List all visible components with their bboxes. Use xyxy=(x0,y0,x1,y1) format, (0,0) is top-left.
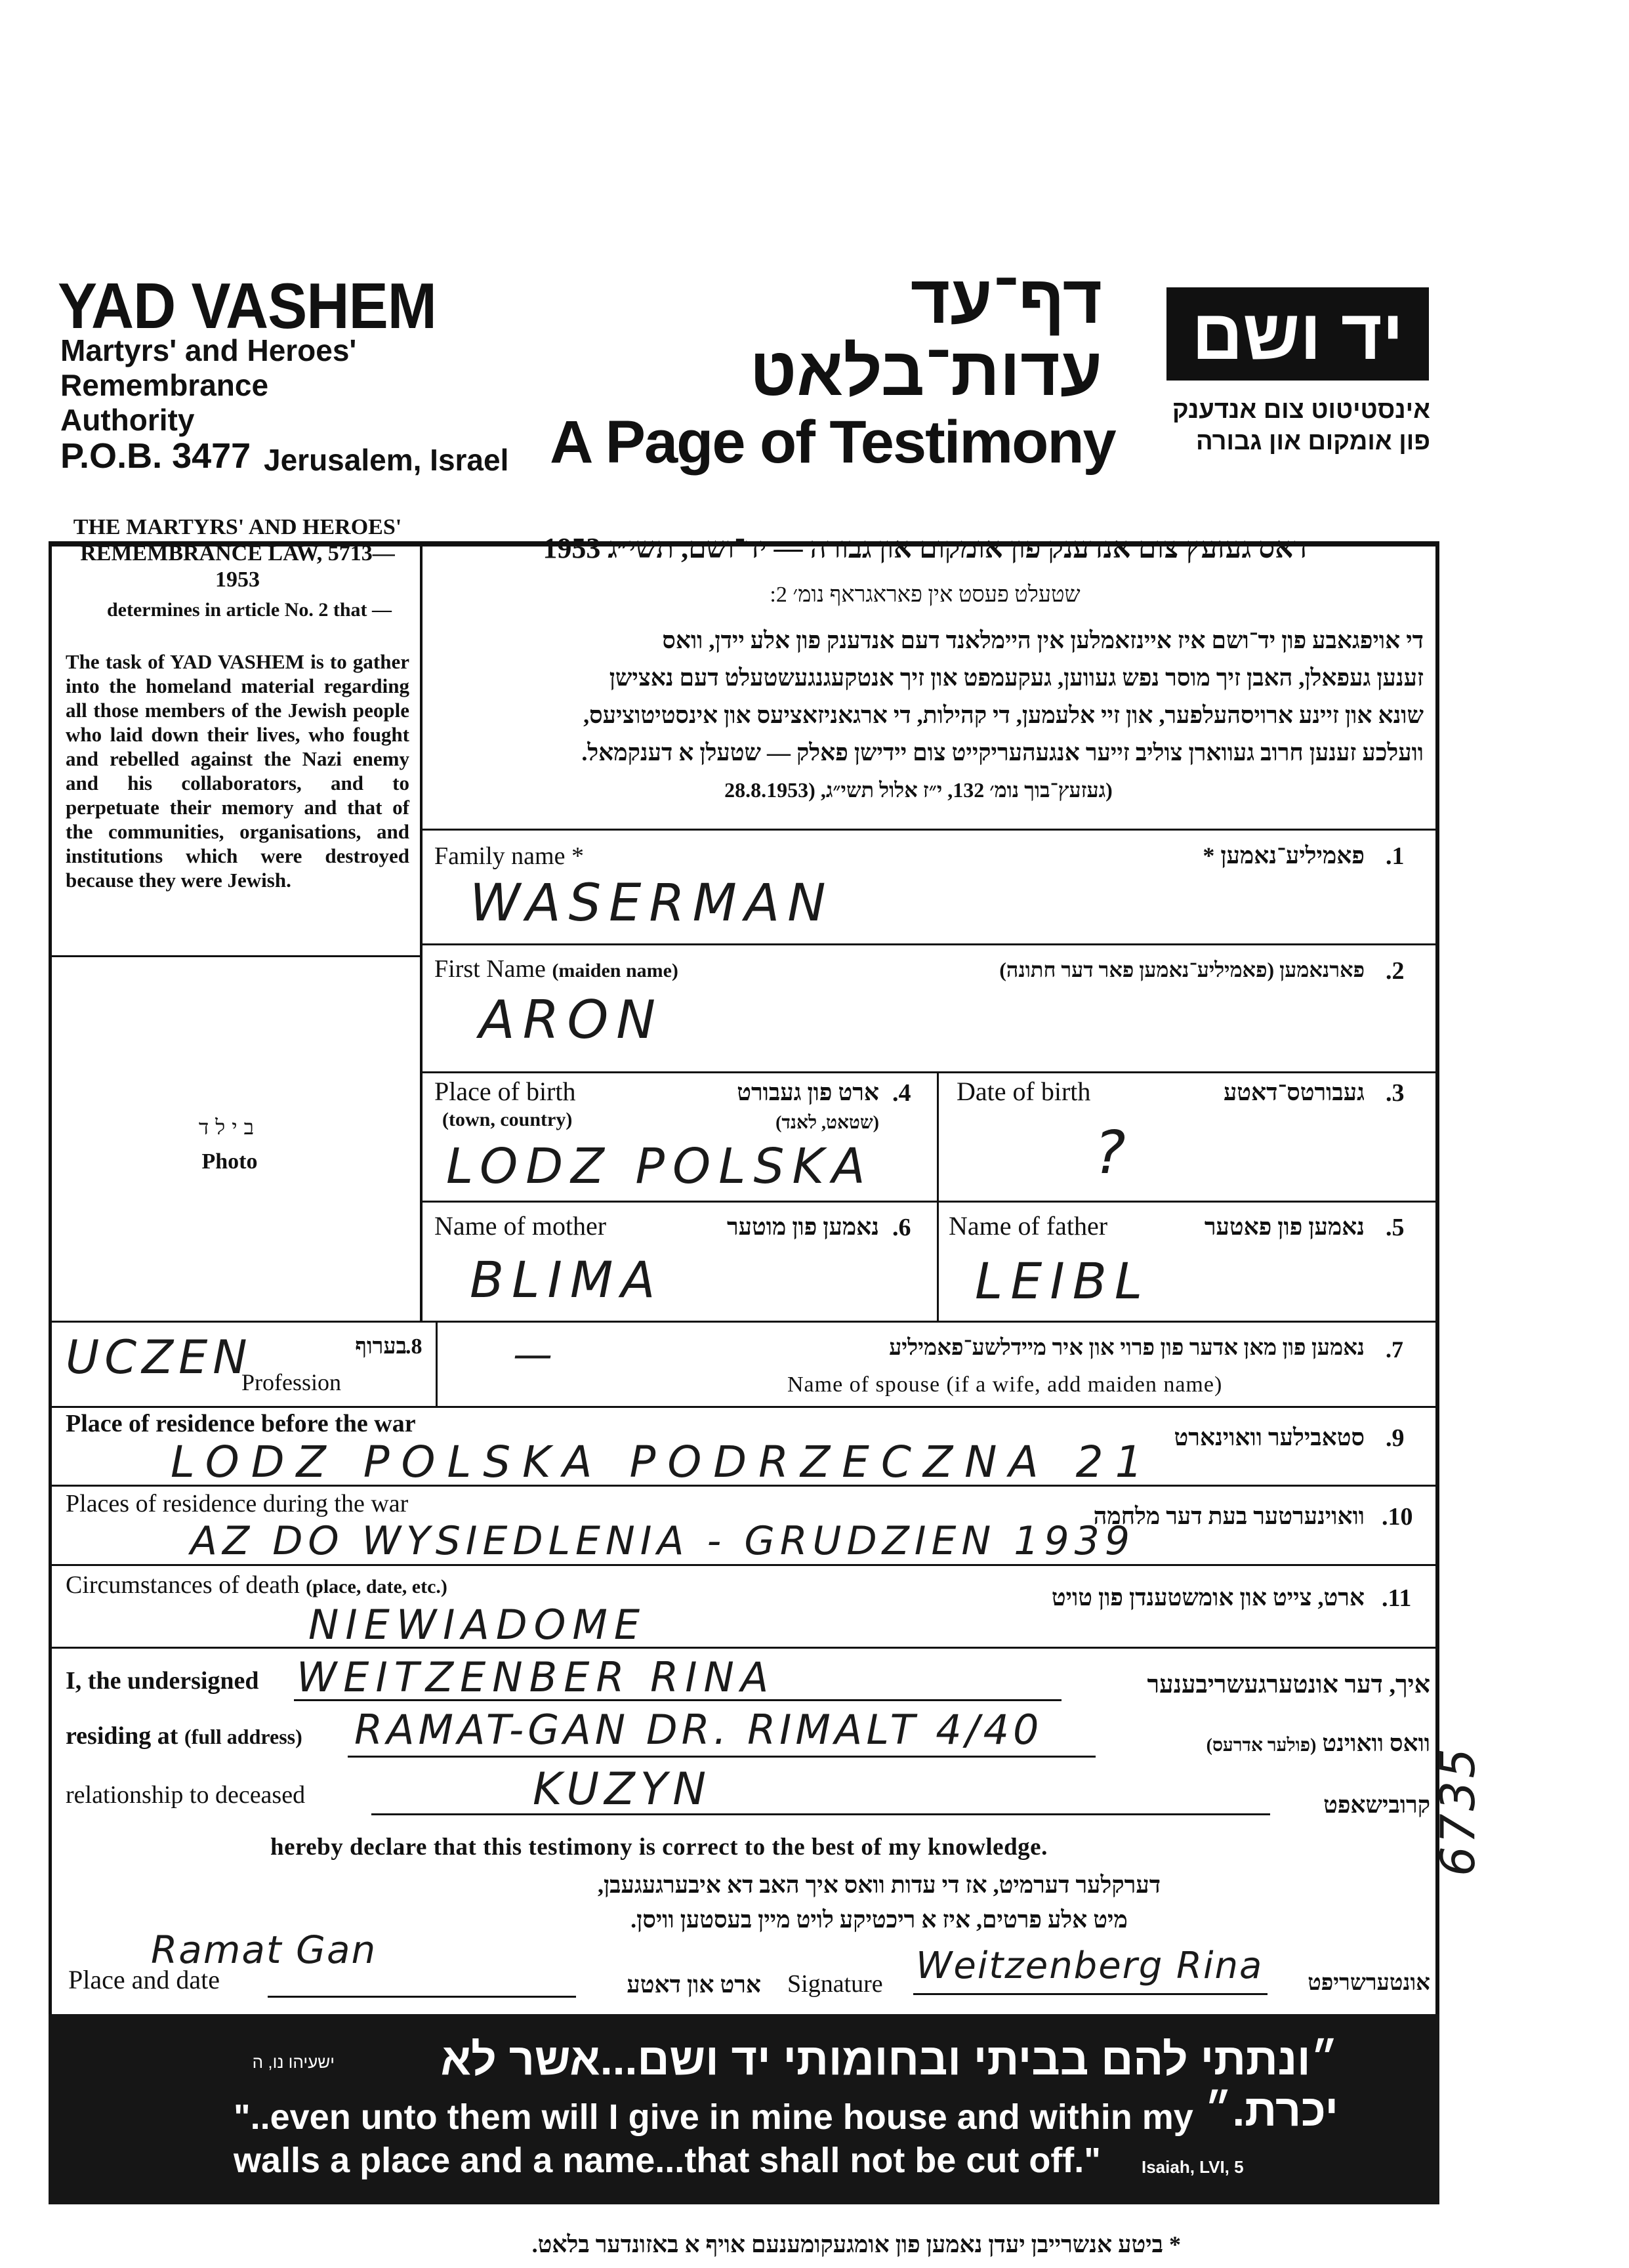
row-divider-4 xyxy=(420,1201,1437,1203)
place-of-birth-label-sub: (town, country) xyxy=(442,1109,573,1130)
org-subtitle-1: Martyrs' and Heroes' xyxy=(60,333,357,367)
date-of-birth-value[interactable]: ? xyxy=(1094,1119,1126,1187)
first-name-label-text: First Name xyxy=(434,955,546,983)
profession-label-hebrew: בערוף xyxy=(355,1334,407,1359)
first-name-value[interactable]: ARON xyxy=(479,989,664,1050)
mid-divider-upper xyxy=(937,1071,939,1321)
yiddish-law-line-3: די אויפגאבע פון יד־ושם איז איינזאמלען אין היימלאנד דעם אנדענק פון אלע יידן, וואס xyxy=(662,627,1424,653)
mother-name-value[interactable]: BLIMA xyxy=(470,1250,663,1309)
date-of-birth-number: .3 xyxy=(1386,1079,1405,1107)
father-name-label-hebrew: נאמען פון פאטער xyxy=(1204,1214,1365,1240)
logo-caption-2: פון אומקום און גבורה xyxy=(1196,428,1430,455)
spouse-value[interactable]: — xyxy=(513,1332,552,1378)
relationship-label-hebrew: קרובישאפט xyxy=(1323,1792,1430,1818)
first-name-number: .2 xyxy=(1386,957,1405,985)
row-divider-5 xyxy=(49,1321,1438,1323)
signature-label: Signature xyxy=(787,1970,883,1998)
law-box-heading: THE MARTYRS' AND HEROES' REMEMBRANCE LAW, 5713—1953 xyxy=(73,515,402,592)
family-name-number: .1 xyxy=(1386,842,1405,870)
residing-label-hebrew xyxy=(1102,1729,1430,1757)
declaration-hebrew-2: מיט אלע פרטים, איז א ריכטיקע לויט מיין בעסטען וויסן. xyxy=(630,1907,1128,1933)
place-date-value[interactable]: Ramat Gan xyxy=(151,1928,377,1972)
declaration-text: hereby declare that this testimony is correct to the best of my knowledge. xyxy=(270,1834,1048,1861)
undersigned-label-hebrew: איך, דער אונטערגעשריבענער xyxy=(1147,1671,1430,1699)
family-name-label-hebrew: פאמיליע־נאמען * xyxy=(1203,842,1365,869)
org-subtitle-3: Authority xyxy=(60,403,195,437)
yiddish-law-line-5: שונא און זיינע ארויסהעלפער, און זיי אלעמען, די קהילות, די ארגאניזאציעס און אינסטיטוציעס, xyxy=(583,702,1424,728)
org-title: YAD VASHEM xyxy=(58,270,436,342)
residence-during-war-label-hebrew: וואוינערטער בעת דער מלחמה xyxy=(1093,1503,1365,1529)
signature-value[interactable]: Weitzenberg Rina xyxy=(916,1945,1264,1987)
place-of-birth-label: Place of birth xyxy=(434,1077,576,1106)
row-divider-1 xyxy=(420,829,1437,831)
spouse-label-hebrew: נאמען פון מאן אדער פון פרוי און איר מיידלשע־פאמיליע xyxy=(889,1336,1365,1360)
mother-name-label: Name of mother xyxy=(434,1211,607,1241)
row-divider-6 xyxy=(49,1406,1438,1408)
org-city: Jerusalem, Israel xyxy=(264,443,509,477)
undersigned-value[interactable]: WEITZENBER RINA xyxy=(297,1653,775,1701)
place-of-birth-label-hebrew-sub: (שטאט, לאנד) xyxy=(775,1113,879,1133)
signature-line xyxy=(913,1993,1268,1995)
hebrew-title-2: עדות־בלאט xyxy=(749,334,1102,410)
undersigned-label: I, the undersigned xyxy=(66,1667,259,1695)
left-column-divider xyxy=(420,541,423,1322)
banner-english-1: "..even unto them will I give in mine house and within my xyxy=(234,2097,1193,2137)
residing-value[interactable]: RAMAT-GAN DR. RIMALT 4/40 xyxy=(354,1706,1043,1754)
circumstances-of-death-label-sub: (place, date, etc.) xyxy=(306,1576,447,1598)
family-name-value[interactable]: WASERMAN xyxy=(470,874,834,933)
relationship-value[interactable]: KUZYN xyxy=(533,1763,712,1815)
date-of-birth-label-hebrew: געבורטס־דאטע xyxy=(1223,1079,1365,1105)
frame-left xyxy=(49,541,52,2014)
banner-english-ref: Isaiah, LVI, 5 xyxy=(1142,2157,1244,2177)
row-divider-2 xyxy=(420,943,1437,945)
residing-label-text: residing at xyxy=(66,1722,178,1750)
org-pob: P.O.B. 3477 xyxy=(60,436,251,476)
yiddish-law-line-6: וועלכע זענען חרוב געווארן צוליב זייער אנגעהעריקייט צום יידישן פאלק — שטעלן א דענקמאל. xyxy=(581,739,1424,766)
residing-line xyxy=(348,1756,1096,1758)
place-date-line xyxy=(268,1996,576,1998)
father-name-label: Name of father xyxy=(949,1211,1108,1241)
circumstances-of-death-label-text: Circumstances of death xyxy=(66,1571,300,1599)
yiddish-law-line-4: זענען געפאלן, האבן זיך מוסר נפש געווען, געקעמפט און זיך אנטקעגנגעשטעלט דעם נאצישן xyxy=(609,665,1424,691)
profession-number: .8 xyxy=(405,1334,423,1359)
row-divider-3 xyxy=(420,1071,1437,1073)
photo-label: Photo xyxy=(201,1149,258,1174)
footer-note: * ביטע אנשרייבן יעדן נאמען פון אומגעקומענעם אויף א באזונדער בלאט. xyxy=(531,2231,1181,2258)
place-of-birth-number: .4 xyxy=(892,1079,911,1107)
banner-hebrew-quote: ״ונתתי להם בביתי ובחומותי יד ושם...אשר לא יכרת.״ xyxy=(440,2034,1338,2135)
residence-before-war-value[interactable]: LODZ POLSKA PODRZECZNA 21 xyxy=(171,1437,1155,1487)
date-of-birth-label: Date of birth xyxy=(957,1077,1091,1106)
photo-label-hebrew: בילד xyxy=(198,1115,261,1139)
circumstances-of-death-number: .11 xyxy=(1382,1584,1412,1612)
spouse-number: .7 xyxy=(1386,1336,1403,1363)
row-divider-9 xyxy=(49,1647,1438,1649)
row-divider-8 xyxy=(49,1564,1438,1566)
relationship-label: relationship to deceased xyxy=(66,1781,306,1809)
banner-english-2: walls a place and a name...that shall not be cut off." xyxy=(234,2141,1101,2180)
residing-label-sub: (full address) xyxy=(184,1725,302,1748)
hebrew-title-1: דף־עד xyxy=(910,262,1102,338)
residence-during-war-label: Places of residence during the war xyxy=(66,1490,409,1517)
law-box-bottom xyxy=(49,955,421,957)
declaration-hebrew-1: דערקלער דערמיט, אז די עדות וואס איך האב דא איבערגעגעבן, xyxy=(597,1872,1161,1898)
residing-label xyxy=(66,1722,302,1750)
signature-label-hebrew: אונטערשריפט xyxy=(1308,1971,1430,1995)
circumstances-of-death-label xyxy=(66,1571,447,1599)
residence-during-war-number: .10 xyxy=(1382,1503,1413,1531)
mother-name-number: .6 xyxy=(892,1214,911,1241)
place-of-birth-value[interactable]: LODZ POLSKA xyxy=(446,1138,873,1195)
banner-hebrew-ref: ישעיהו נו, ה xyxy=(252,2052,335,2072)
yad-vashem-logo xyxy=(1166,287,1429,381)
family-name-label: Family name * xyxy=(434,842,584,870)
yiddish-law-line-2: שטעלט פעסט אין פאראגראף נומ׳ 2: xyxy=(770,583,1081,607)
place-date-label: Place and date xyxy=(68,1965,220,1994)
first-name-label-hebrew: פארנאמען (פאמיליע־נאמען פאר דער חתונה) xyxy=(999,958,1365,981)
org-subtitle-2: Remembrance xyxy=(60,368,269,402)
page-title: A Page of Testimony xyxy=(550,409,1115,476)
yiddish-law-line-7: (געזעץ־בוך נומ׳ 132, י״ז אלול תשי״ג, (28.8.1953 xyxy=(724,778,1113,802)
residing-label-hebrew-text: וואס וואוינט xyxy=(1322,1730,1430,1756)
place-date-label-hebrew: ארט און דאטע xyxy=(627,1971,761,1998)
residence-before-war-number: .9 xyxy=(1386,1424,1405,1452)
residing-label-hebrew-sub: (פולער אדרעס) xyxy=(1206,1735,1317,1756)
residence-before-war-label: Place of residence before the war xyxy=(66,1410,416,1437)
first-name-label xyxy=(434,955,678,983)
profession-label: Profession xyxy=(241,1369,341,1395)
law-box-body: The task of YAD VASHEM is to gather into the homeland material regarding all those members of the Jewish people who laid down their lives, who fought and rebelled against the Nazi enemy and his collaborators, and to perpetuate their memory and that of the communities, organisations, and institutions which were destroyed because they were Jewish. xyxy=(66,650,409,892)
margin-number: 6735 xyxy=(1430,1745,1485,1876)
first-name-label-sub: (maiden name) xyxy=(552,960,678,981)
mother-name-label-hebrew: נאמען פון מוטער xyxy=(726,1214,879,1240)
circumstances-of-death-value[interactable]: NIEWIADOME xyxy=(308,1601,647,1649)
residence-during-war-value[interactable]: AZ DO WYSIEDLENIA - GRUDZIEN 1939 xyxy=(190,1518,1136,1564)
residence-before-war-label-hebrew: סטאבילער וואוינארט xyxy=(1174,1424,1365,1451)
logo-caption-1: אינסטיטוט צום אנדענק xyxy=(1172,396,1430,424)
relationship-line xyxy=(371,1813,1270,1815)
place-of-birth-label-hebrew: ארט פון געבורט xyxy=(737,1079,879,1105)
logo-text: יד ושם xyxy=(1191,294,1404,374)
circumstances-of-death-label-hebrew: ארט, צייט און אומשטענדן פון טויט xyxy=(1051,1584,1365,1611)
father-name-number: .5 xyxy=(1386,1214,1405,1241)
law-box-intro: determines in article No. 2 that — xyxy=(106,599,392,621)
spouse-label: Name of spouse (if a wife, add maiden name) xyxy=(787,1372,1223,1397)
profession-divider xyxy=(436,1323,438,1407)
father-name-value[interactable]: LEIBL xyxy=(975,1252,1151,1310)
yiddish-law-line-1: דאס געזעץ צום אנדענק פון אומקום און גבורה — יד־ושם, תשי״ג 1953 xyxy=(543,532,1308,564)
profession-value[interactable]: UCZEN xyxy=(66,1330,253,1384)
